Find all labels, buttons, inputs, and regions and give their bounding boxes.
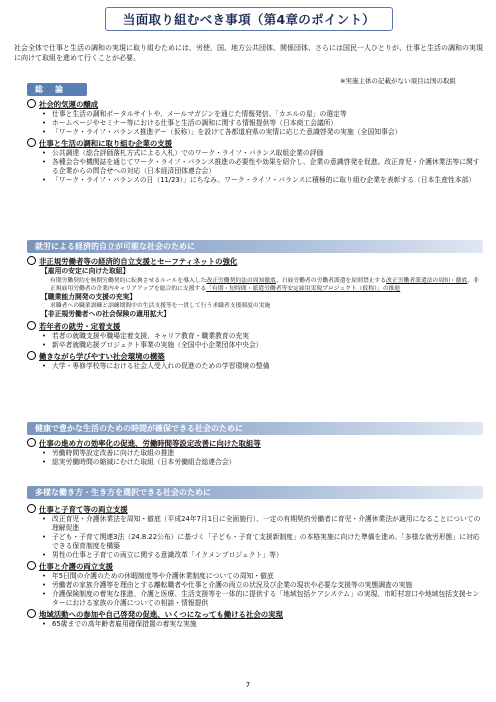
list-item: • 新卒者就職応援プロジェクト事業の実施（全国中小企業団体中央会） (27, 341, 483, 350)
list-item: • 労働者の家族介護等を理由とする離転職者や仕事と介護の両立の状況及び企業の現状や必要な支援等の実態調査の実施 (27, 581, 483, 590)
list-item: • 男性の仕事と子育ての両立に関する意識改革「イクメンプロジェクト」等） (27, 551, 483, 560)
section-diverse (27, 503, 483, 629)
list-item: • 仕事と生活の調和ポータルサイトや、メールマガジンを通じた情報発信、「カエルの星」の選定等 (27, 110, 483, 119)
list-item: • 大学・専修学校等における社会人受入れの促進のための学習環境の整備 (27, 362, 483, 371)
list-item: • 改正育児・介護休業法を周知・徹底（平成24年7月1日に全面施行）、一定の有期契約労働者に育児・介護休業法が適用になることについての理解促進 (27, 515, 483, 533)
small-text: 求職者への職業訓練と訓練期間中の生活支援等を一貫して行う求職者支援制度の実施 (50, 303, 271, 309)
circle-bullet-icon (27, 504, 36, 513)
page-number: 7 (245, 681, 251, 689)
heading: 仕事と生活の調和に取り組む企業の支援 (27, 138, 483, 149)
subheading: 【非正規労働者への社会保険の適用拡大】 (41, 310, 171, 318)
small-text: 有期労働契約を無期労働契約に転換させるルールを導入した改正労働契約法の周知徹底、日雇労働者の労働者派遣を原則禁止する改正労働者派遣法の周知・徹底、非正規雇用労働者の企業内キャリアアップを総合的に支援する「有期・短時間・派遣労働者等安定雇用実現プロジェクト（仮称）」の推進 (50, 277, 479, 292)
heading: 社会的気運の醸成 (27, 99, 483, 110)
page-title: 当面取り組むべき事項（第4章のポイント） (105, 7, 393, 31)
section-employment (27, 255, 483, 371)
section-band-employment: 就労による経済的自立が可能な社会のために (27, 240, 483, 253)
list-item: • 「ワーク・ライフ・バランスの日（11/23）」にちなみ、ワーク・ライフ・バランスに積極的に取り組む企業を表彰する（日本生産性本部） (27, 176, 483, 185)
circle-bullet-icon (27, 256, 36, 265)
circle-bullet-icon (27, 351, 36, 360)
subheading: 【雇用の安定に向けた取組】 (41, 267, 130, 275)
circle-bullet-icon (27, 561, 36, 570)
list-item: • 公共調達（総合評価落札方式による入札）でのワーク・ライフ・バランス取組企業の評価 (27, 149, 483, 158)
intro-text: 社会全体で仕事と生活の調和の実現に取り組むためには、労使、国、地方公共団体、関係団体、さらには国民一人ひとりが、仕事と生活の調和の実現に向けて取組を進めて行くことが必要。 (14, 44, 483, 62)
circle-bullet-icon (27, 321, 36, 330)
list-item: • 介護保険制度の着実な推進、介護と医療、生活支援等を一体的に提供する「地域包括ケアシステム」の実現、市町村窓口や地域包括支援センターにおける家族の介護についての相談・情報提供 (27, 590, 483, 608)
list-item: • 若者の就職支援や職場定着支援、キャリア教育・職業教育の充実 (27, 332, 483, 341)
heading: 若年者の就労・定着支援 (27, 321, 483, 332)
heading: 仕事と介護の両立支援 (27, 561, 483, 572)
list-item: • 年5日間の介護のための休暇制度等や介護休業制度についての周知・徹底 (27, 572, 483, 581)
section-band-diverse: 多様な働き方・生き方を選択できる社会のために (27, 486, 483, 499)
heading: 非正規労働者等の経済的自立支援とセーフティネットの強化 (27, 256, 483, 267)
list-item: • 総実労働時間の縮減にむけた取組（日本労働組合総連合会） (27, 458, 483, 467)
note-text: ※実施主体の記載がない項目は国の取組 (340, 77, 456, 85)
section-sokatsu (27, 98, 483, 185)
circle-bullet-icon (27, 138, 36, 147)
heading: 仕事の進め方の効率化の促進、労働時間等設定改善に向けた取組等 (27, 438, 483, 449)
section-band-health: 健康で豊かな生活のための時間が確保できる社会のために (27, 422, 483, 435)
circle-bullet-icon (27, 609, 36, 618)
section-health (27, 437, 483, 467)
heading: 地域活動への参加や自己啓発の促進、いくつになっても働ける社会の実現 (27, 609, 483, 620)
list-item: • 「ワーク・ライフ・バランス推進デー（仮称）」を設けて各都道府県の実情に応じた意識啓発の実施（全国知事会） (27, 128, 483, 137)
list-item: • 子ども・子育て関連3法（24.8.22公布）に基づく「子ども・子育て支援新制度」の本格実施に向けた準備を進め、「多様な就労形態」に対応できる保育制度を構築 (27, 533, 483, 551)
section-band-sokatsu: 総 論 (27, 83, 87, 96)
subheading: 【職業能力開発の支援の充実】 (41, 292, 137, 301)
circle-bullet-icon (27, 99, 36, 108)
heading: 仕事と子育て等の両立支援 (27, 504, 483, 515)
list-item: • 65歳までの高年齢者雇用確保措置の着実な実施 (27, 620, 483, 629)
list-item: • ホームページやセミナー等における仕事と生活の調和に関する情報提供等（日本商工会議所） (27, 119, 483, 128)
circle-bullet-icon (27, 438, 36, 447)
heading: 働きながら学びやすい社会環境の構築 (27, 351, 483, 362)
list-item: • 各種会合や機関誌を通じてワーク・ライフ・バランス推進の必要性や効果を紹介し、企業の意識啓発を促進。改正育児・介護休業法等に関する企業からの問合せへの対応（日本経済団体連合会） (27, 158, 483, 176)
list-item: • 労働時間等設定改善に向けた取組の推進 (27, 449, 483, 458)
